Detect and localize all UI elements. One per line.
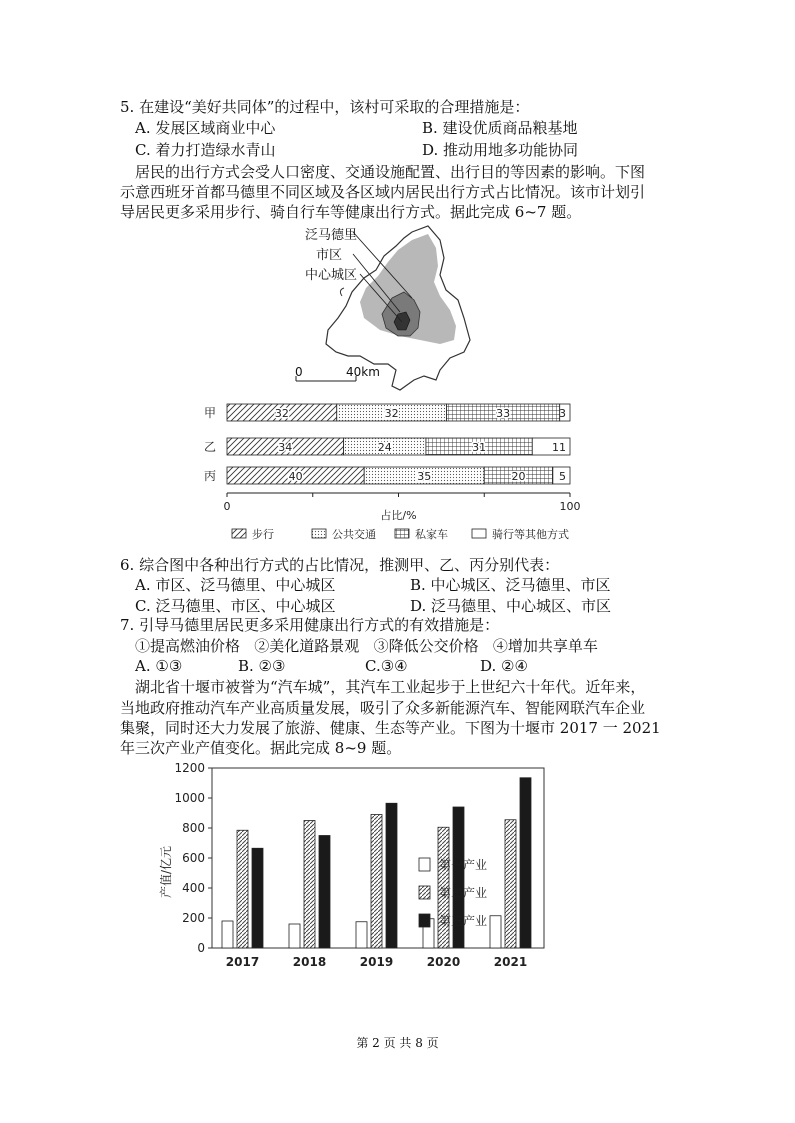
x-axis-label: 占比/%: [380, 509, 417, 522]
q6-option-b: B. 中心城区、泛马德里、市区: [410, 576, 611, 594]
segment-value-label: 32: [274, 407, 289, 420]
legend-label-secondary: 第二产业: [439, 886, 488, 900]
y-tick-label: 0: [197, 941, 205, 955]
q6-option-c: C. 泛马德里、市区、中心城区: [135, 597, 336, 615]
x-tick-label: 2018: [292, 955, 327, 969]
page-footer: 第 2 页 共 8 页: [356, 1036, 439, 1050]
q7-option-b: B. ②③: [238, 657, 286, 675]
legend-label-transit: 公共交通: [332, 528, 376, 541]
map-scale-zero: 0: [295, 365, 303, 379]
legend-swatch-walk: [232, 529, 246, 538]
x-tick-label: 100: [559, 500, 581, 513]
q7-items: ①提高燃油价格 ②美化道路景观 ③降低公交价格 ④增加共享单车: [135, 637, 598, 655]
map-label-panmadrid: 泛马德里: [305, 228, 358, 243]
legend-swatch-primary: [419, 858, 430, 871]
y-tick-label: 1200: [174, 761, 205, 775]
segment-value-label: 5: [559, 470, 566, 483]
bar-secondary: [237, 830, 248, 948]
row-label: 乙: [203, 440, 216, 454]
y-tick-label: 200: [182, 911, 205, 925]
q6-option-a: A. 市区、泛马德里、中心城区: [135, 576, 336, 594]
passage2-line-2: 当地政府推动汽车产业高质量发展，吸引了众多新能源汽车、智能网联汽车企业: [120, 699, 646, 717]
map-label-city: 市区: [316, 248, 343, 263]
bar-tertiary: [520, 778, 531, 948]
y-axis-label: 产值/亿元: [159, 845, 173, 899]
q5-option-a: A. 发展区域商业中心: [135, 119, 276, 137]
q5-stem: 5. 在建设“美好共同体”的过程中，该村可采取的合理措施是：: [120, 98, 530, 116]
x-tick-label: 0: [223, 500, 231, 513]
q5-option-b: B. 建设优质商品粮基地: [422, 119, 578, 137]
bar-primary: [356, 922, 367, 948]
y-tick-label: 400: [182, 881, 205, 895]
q6-stem: 6. 综合图中各种出行方式的占比情况，推测甲、乙、丙分别代表：: [120, 556, 560, 574]
q5-option-c: C. 着力打造绿水青山: [135, 141, 276, 159]
y-tick-label: 800: [182, 821, 205, 835]
bar-primary: [490, 916, 501, 948]
stacked-bar-chart: [200, 398, 600, 546]
segment-value-label: 11: [552, 441, 566, 454]
y-tick-label: 600: [182, 851, 205, 865]
legend-label-car: 私家车: [415, 528, 448, 541]
x-tick-label: 2019: [359, 955, 394, 969]
legend-label-tertiary: 第三产业: [439, 914, 488, 928]
q7-option-a: A. ①③: [135, 657, 183, 675]
q7-option-d: D. ②④: [480, 657, 528, 675]
segment-value-label: 40: [288, 470, 303, 483]
segment-value-label: 34: [278, 441, 293, 454]
legend-label-other: 骑行等其他方式: [492, 528, 569, 541]
q6-option-d: D. 泛马德里、中心城区、市区: [410, 597, 612, 615]
segment-value-label: 20: [511, 470, 526, 483]
bar-secondary: [304, 821, 315, 949]
bar-tertiary: [319, 836, 330, 949]
bar-secondary: [505, 820, 516, 948]
x-tick-label: 2020: [426, 955, 461, 969]
bar-tertiary: [386, 803, 397, 948]
row-label: 甲: [203, 406, 216, 420]
legend-swatch-secondary: [419, 886, 430, 899]
q7-option-c: C.③④: [365, 657, 408, 675]
passage2-line-4: 年三次产业产值变化。据此完成 8~9 题。: [120, 739, 402, 757]
q5-option-d: D. 推动用地多功能协同: [422, 141, 579, 159]
segment-value-label: 3: [559, 407, 566, 420]
x-tick-label: 2021: [493, 955, 528, 969]
legend-swatch-tertiary: [419, 914, 430, 927]
passage1-line-1: 居民的出行方式会受人口密度、交通设施配置、出行目的等因素的影响。下图: [135, 163, 646, 181]
industry-output-chart: [150, 760, 560, 975]
segment-value-label: 31: [472, 441, 487, 454]
legend-label-walk: 步行: [252, 528, 274, 541]
legend-label-primary: 第一产业: [439, 858, 488, 872]
passage2-line-1: 湖北省十堰市被誉为“汽车城”，其汽车工业起步于上世纪六十年代。近年来，: [135, 678, 646, 696]
bar-primary: [289, 924, 300, 948]
map-scale-value: 40km: [346, 365, 380, 379]
row-label: 丙: [203, 469, 216, 483]
segment-value-label: 33: [496, 407, 511, 420]
legend-swatch-other: [472, 529, 486, 538]
segment-value-label: 35: [417, 470, 432, 483]
x-tick-label: 2017: [225, 955, 260, 969]
passage2-line-3: 集聚，同时还大力发展了旅游、健康、生态等产业。下图为十堰市 2017 一 2021: [120, 719, 661, 737]
legend-swatch-transit: [312, 529, 326, 538]
map-label-center: 中心城区: [305, 268, 358, 283]
legend-swatch-car: [395, 529, 409, 538]
bar-secondary: [371, 815, 382, 949]
y-tick-label: 1000: [174, 791, 205, 805]
q7-stem: 7. 引导马德里居民更多采用健康出行方式的有效措施是：: [120, 616, 500, 634]
bar-primary: [222, 921, 233, 948]
bar-tertiary: [252, 848, 263, 948]
passage1-line-3: 导居民更多采用步行、骑自行车等健康出行方式。据此完成 6~7 题。: [120, 203, 582, 221]
passage1-line-2: 示意西班牙首都马德里不同区域及各区域内居民出行方式占比情况。该市计划引: [120, 183, 646, 201]
segment-value-label: 24: [377, 441, 392, 454]
segment-value-label: 32: [384, 407, 399, 420]
